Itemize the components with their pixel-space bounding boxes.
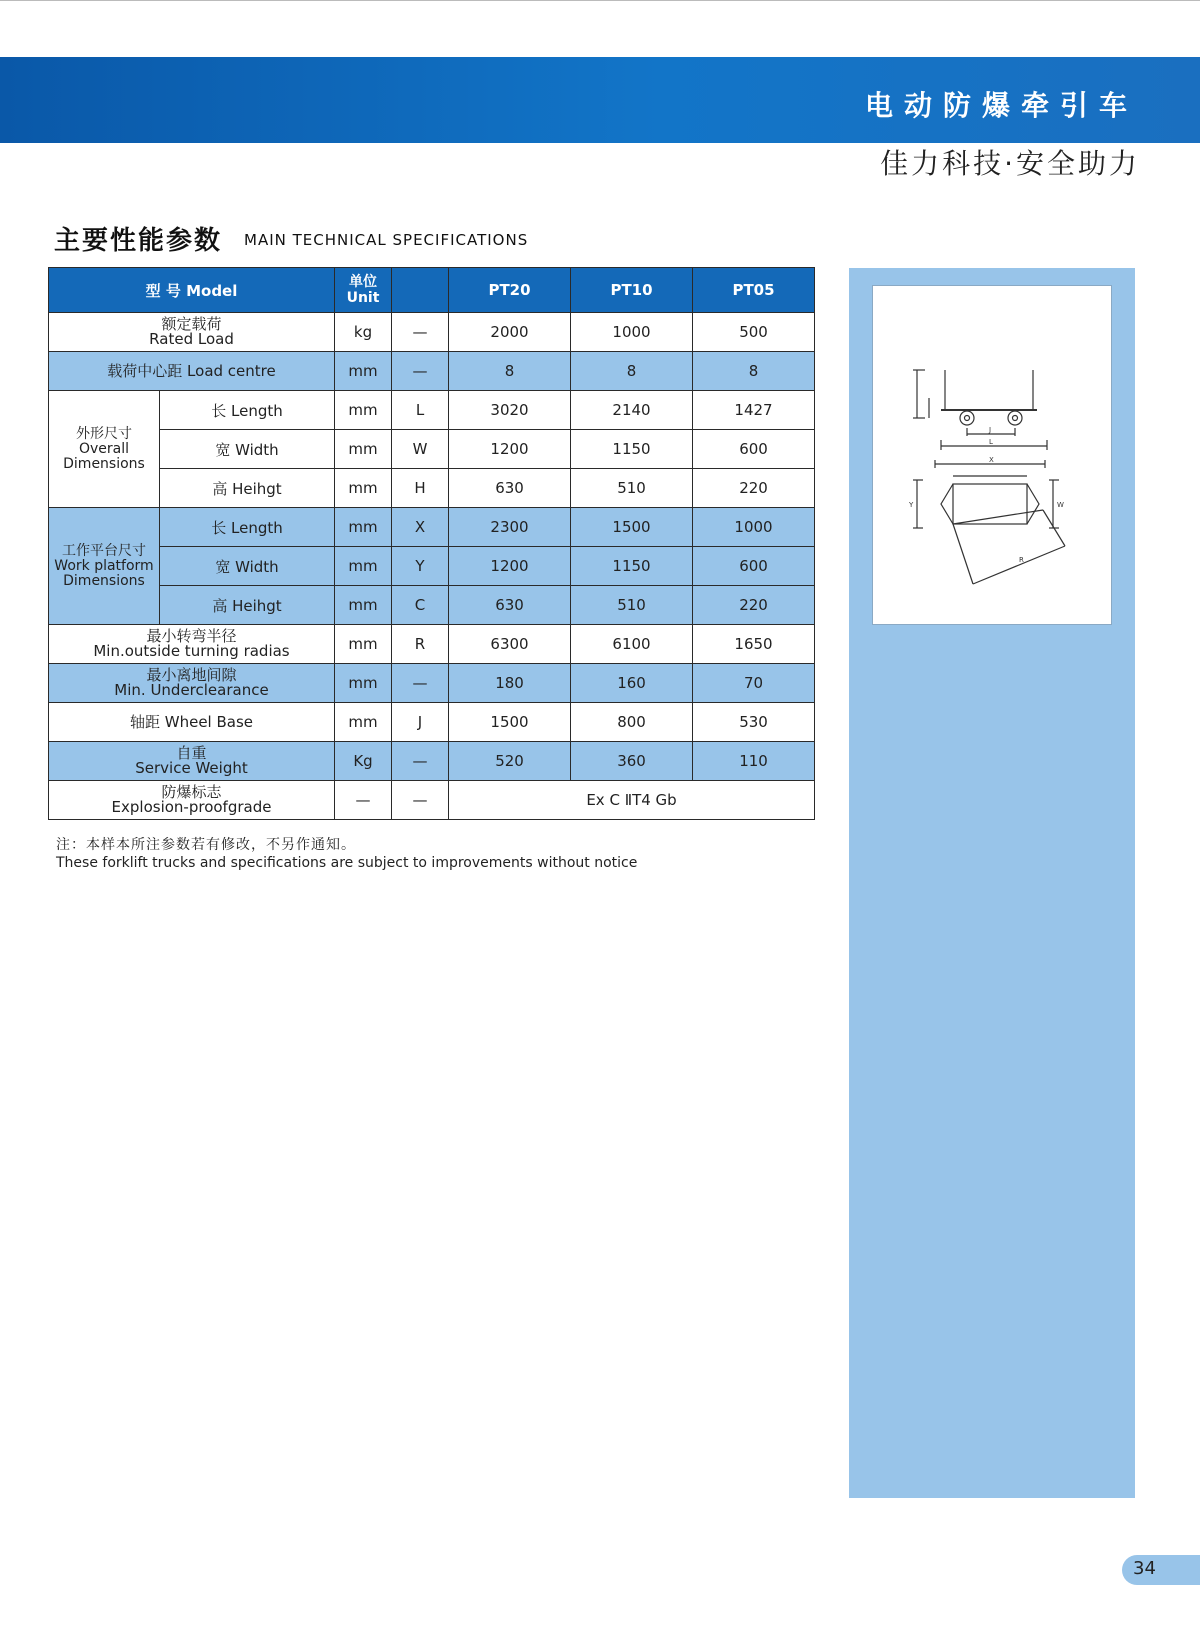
value-cell: 510 [571, 586, 693, 625]
code-header [392, 268, 449, 313]
value-cell: 530 [693, 703, 815, 742]
tractor-dimension-drawing [873, 286, 1111, 624]
table-row-service-weight [49, 742, 815, 781]
code-cell: X [392, 508, 449, 547]
unit-cell: mm [335, 703, 392, 742]
row-label: 最小转弯半径 Min.outside turning radias [49, 625, 335, 664]
value-cell: 1200 [449, 430, 571, 469]
row-label: 轴距 Wheel Base [49, 703, 335, 742]
unit-cell: Kg [335, 742, 392, 781]
row-label: 最小离地间隙 Min. Underclearance [49, 664, 335, 703]
unit-cell: mm [335, 469, 392, 508]
value-cell: 1150 [571, 430, 693, 469]
code-cell: — [392, 313, 449, 352]
page-number: 34 [1133, 1558, 1156, 1579]
table-header-row [49, 268, 815, 313]
table-row-platform-height [49, 586, 815, 625]
value-cell: 500 [693, 313, 815, 352]
code-cell: — [392, 781, 449, 820]
value-cell: 180 [449, 664, 571, 703]
table-row-explosion-proof [49, 781, 815, 820]
sub-label: 宽 Width [160, 430, 335, 469]
section-title-zh: 主要性能参数 [54, 226, 223, 256]
table-row-platform-length [49, 508, 815, 547]
unit-cell: mm [335, 430, 392, 469]
company-slogan: 佳力科技·安全助力 [880, 147, 1140, 180]
value-cell: 1150 [571, 547, 693, 586]
note-en: These forklift trucks and specifications are subject to improvements without notice [56, 855, 638, 871]
code-cell: Y [392, 547, 449, 586]
product-title: 电动防爆牵引车 [864, 89, 1138, 122]
table-row-load-centre [49, 352, 815, 391]
table-row-platform-width [49, 547, 815, 586]
unit-cell: mm [335, 547, 392, 586]
value-cell: 800 [571, 703, 693, 742]
value-cell: 1200 [449, 547, 571, 586]
value-cell: 2300 [449, 508, 571, 547]
drawing-label-R: R [1019, 556, 1024, 564]
note-zh: 注：本样本所注参数若有修改，不另作通知。 [56, 837, 356, 853]
table-row-underclearance [49, 664, 815, 703]
value-cell: 160 [571, 664, 693, 703]
value-cell: 2000 [449, 313, 571, 352]
code-cell: W [392, 430, 449, 469]
value-cell: 520 [449, 742, 571, 781]
code-cell: — [392, 352, 449, 391]
value-cell: 6300 [449, 625, 571, 664]
row-label: 防爆标志 Explosion-proofgrade [49, 781, 335, 820]
table-row-wheel-base [49, 703, 815, 742]
drawing-label-W: W [1057, 501, 1064, 509]
model-pt20-header: PT20 [449, 268, 571, 313]
unit-cell: mm [335, 352, 392, 391]
unit-cell: mm [335, 508, 392, 547]
row-label: 载荷中心距 Load centre [49, 352, 335, 391]
table-row-overall-length [49, 391, 815, 430]
unit-cell: mm [335, 664, 392, 703]
value-cell: 1500 [449, 703, 571, 742]
code-cell: L [392, 391, 449, 430]
unit-cell: mm [335, 586, 392, 625]
sub-label: 长 Length [160, 391, 335, 430]
spec-table [48, 267, 815, 820]
sub-label: 长 Length [160, 508, 335, 547]
value-cell: 70 [693, 664, 815, 703]
value-cell: 1000 [693, 508, 815, 547]
sub-label: 高 Heihgt [160, 586, 335, 625]
model-pt05-header: PT05 [693, 268, 815, 313]
explosion-grade-value: Ex C ⅡT4 Gb [449, 781, 815, 820]
value-cell: 1650 [693, 625, 815, 664]
model-header: 型 号 Model [49, 268, 335, 313]
value-cell: 6100 [571, 625, 693, 664]
table-row-rated-load [49, 313, 815, 352]
value-cell: 600 [693, 547, 815, 586]
value-cell: 110 [693, 742, 815, 781]
drawing-label-Y: Y [909, 501, 914, 509]
platform-dimensions-label: 工作平台尺寸 Work platform Dimensions [49, 508, 160, 625]
unit-cell: kg [335, 313, 392, 352]
code-cell: J [392, 703, 449, 742]
value-cell: 1427 [693, 391, 815, 430]
code-cell: — [392, 664, 449, 703]
unit-cell: mm [335, 391, 392, 430]
value-cell: 360 [571, 742, 693, 781]
table-row-turning-radius [49, 625, 815, 664]
value-cell: 1500 [571, 508, 693, 547]
code-cell: R [392, 625, 449, 664]
dimension-drawing-box [872, 285, 1112, 625]
value-cell: 600 [693, 430, 815, 469]
value-cell: 8 [693, 352, 815, 391]
drawing-label-J: J [989, 426, 992, 434]
table-row-overall-width [49, 430, 815, 469]
drawing-label-L: L [989, 438, 993, 446]
code-cell: C [392, 586, 449, 625]
value-cell: 2140 [571, 391, 693, 430]
row-label: 自重 Service Weight [49, 742, 335, 781]
code-cell: H [392, 469, 449, 508]
sub-label: 高 Heihgt [160, 469, 335, 508]
value-cell: 3020 [449, 391, 571, 430]
value-cell: 8 [449, 352, 571, 391]
value-cell: 1000 [571, 313, 693, 352]
value-cell: 630 [449, 469, 571, 508]
value-cell: 220 [693, 469, 815, 508]
value-cell: 220 [693, 586, 815, 625]
unit-cell: — [335, 781, 392, 820]
model-pt10-header: PT10 [571, 268, 693, 313]
overall-dimensions-label: 外形尺寸 Overall Dimensions [49, 391, 160, 508]
sub-label: 宽 Width [160, 547, 335, 586]
value-cell: 630 [449, 586, 571, 625]
row-label: 额定载荷 Rated Load [49, 313, 335, 352]
table-row-overall-height [49, 469, 815, 508]
unit-cell: mm [335, 625, 392, 664]
top-border-line [0, 0, 1200, 1]
section-title-en: MAIN TECHNICAL SPECIFICATIONS [244, 231, 529, 249]
code-cell: — [392, 742, 449, 781]
drawing-label-X: X [989, 456, 994, 464]
unit-header: 单位 Unit [335, 268, 392, 313]
value-cell: 510 [571, 469, 693, 508]
value-cell: 8 [571, 352, 693, 391]
